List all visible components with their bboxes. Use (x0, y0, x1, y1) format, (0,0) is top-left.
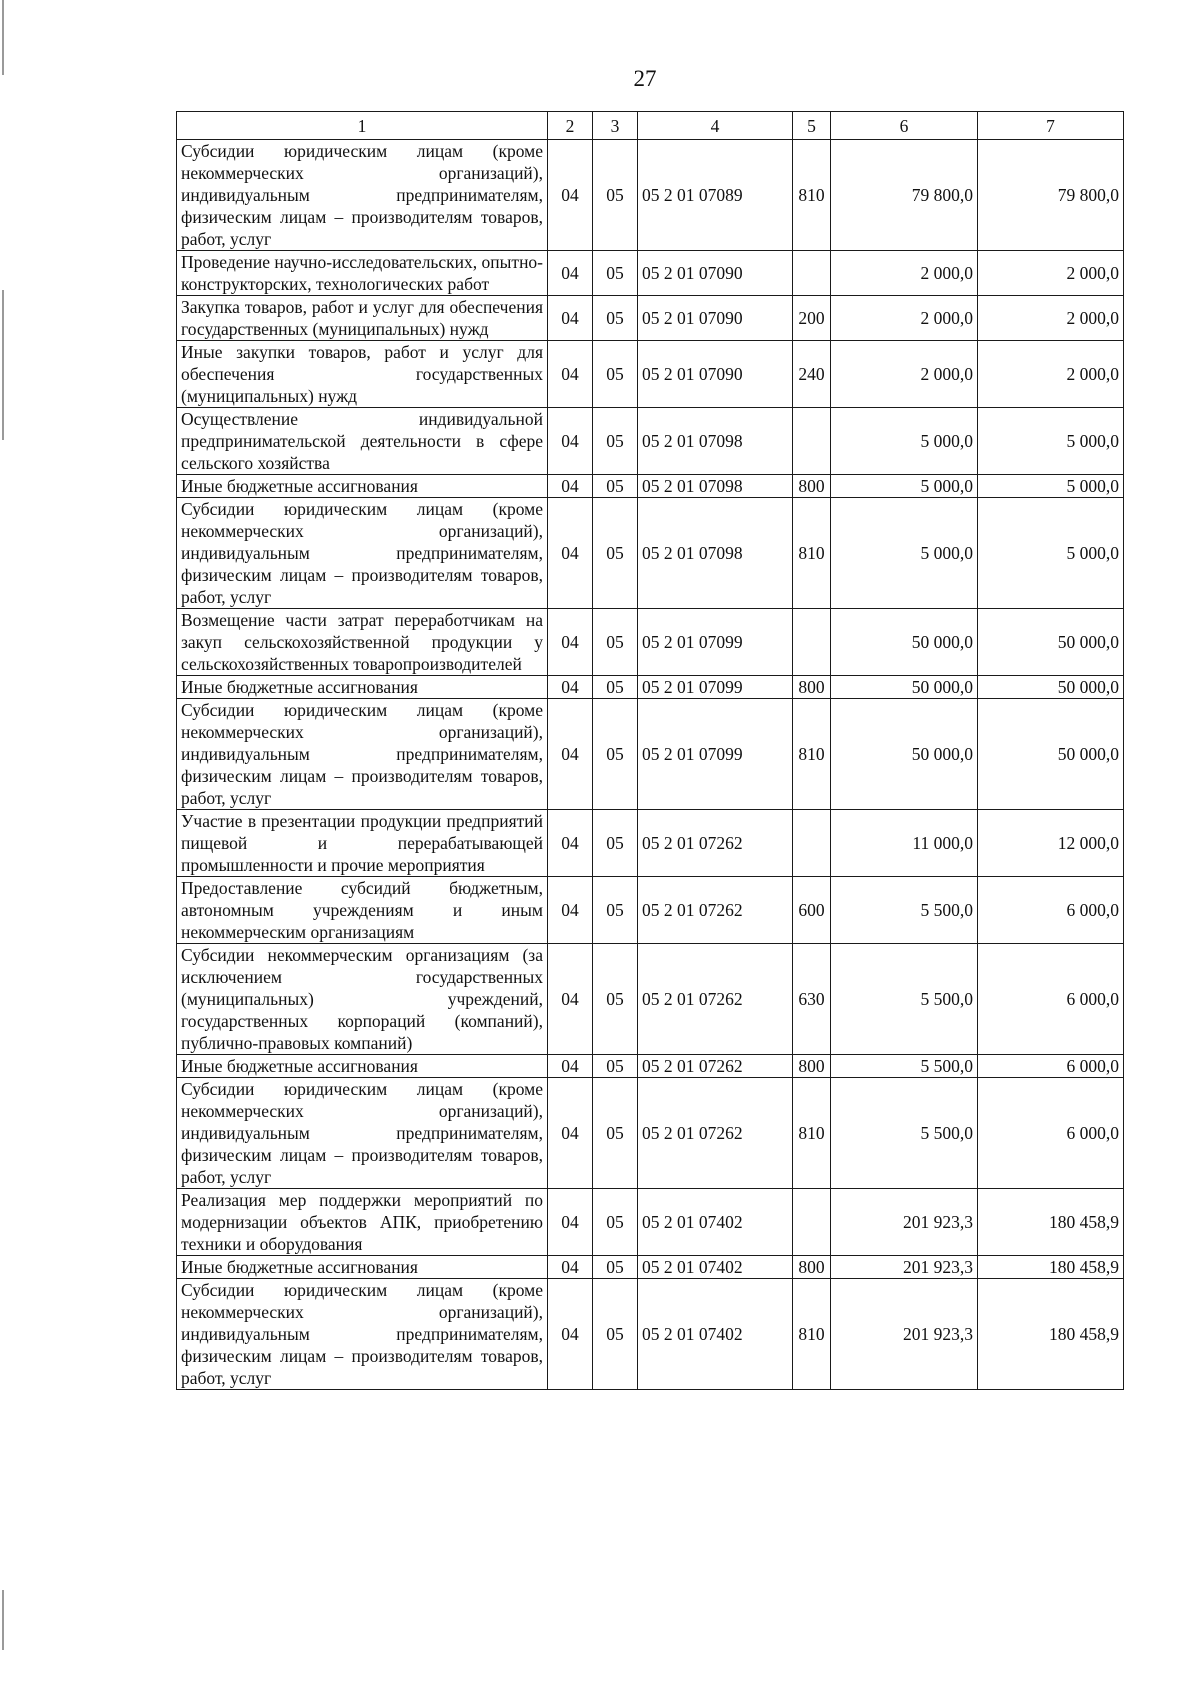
section-code: 04 (548, 944, 593, 1055)
target-code: 05 2 01 07098 (638, 408, 793, 475)
expense-type-code: 800 (793, 676, 831, 699)
section-code: 04 (548, 1078, 593, 1189)
amount-year-1: 50 000,0 (831, 699, 978, 810)
table-row (177, 341, 1124, 408)
section-code: 04 (548, 475, 593, 498)
amount-year-1: 2 000,0 (831, 341, 978, 408)
expense-type-code (793, 1189, 831, 1256)
amount-year-1: 79 800,0 (831, 140, 978, 251)
amount-year-2: 12 000,0 (978, 810, 1124, 877)
expense-name: Субсидии некоммерческим организациям (за исключением государственных (муниципальных) учреждений, государственных корпораций (компаний), публично-правовых компаний) (177, 944, 548, 1055)
section-code: 04 (548, 877, 593, 944)
subsection-code: 05 (593, 877, 638, 944)
target-code: 05 2 01 07090 (638, 341, 793, 408)
expense-type-code: 810 (793, 140, 831, 251)
amount-year-2: 6 000,0 (978, 1055, 1124, 1078)
expense-name: Субсидии юридическим лицам (кроме некоммерческих организаций), индивидуальным предпринимателям, физическим лицам – производителям товаров, работ, услуг (177, 1078, 548, 1189)
target-code: 05 2 01 07089 (638, 140, 793, 251)
amount-year-1: 5 000,0 (831, 408, 978, 475)
expense-name: Возмещение части затрат переработчикам на закуп сельскохозяйственной продукции у сельскохозяйственных товаропроизводителей (177, 609, 548, 676)
target-code: 05 2 01 07402 (638, 1256, 793, 1279)
subsection-code: 05 (593, 475, 638, 498)
expense-type-code: 810 (793, 498, 831, 609)
target-code: 05 2 01 07262 (638, 944, 793, 1055)
budget-table (176, 111, 1124, 1390)
table-row (177, 609, 1124, 676)
target-code: 05 2 01 07262 (638, 810, 793, 877)
amount-year-1: 5 000,0 (831, 475, 978, 498)
expense-type-code: 810 (793, 1078, 831, 1189)
subsection-code: 05 (593, 251, 638, 296)
scan-mark (2, 0, 4, 75)
amount-year-1: 201 923,3 (831, 1279, 978, 1390)
subsection-code: 05 (593, 1055, 638, 1078)
table-row (177, 1055, 1124, 1078)
table-row (177, 408, 1124, 475)
subsection-code: 05 (593, 1256, 638, 1279)
amount-year-2: 180 458,9 (978, 1279, 1124, 1390)
column-header: 1 (177, 112, 548, 140)
amount-year-1: 11 000,0 (831, 810, 978, 877)
expense-name: Участие в презентации продукции предприятий пищевой и перерабатывающей промышленности и прочие мероприятия (177, 810, 548, 877)
section-code: 04 (548, 498, 593, 609)
expense-name: Закупка товаров, работ и услуг для обеспечения государственных (муниципальных) нужд (177, 296, 548, 341)
target-code: 05 2 01 07090 (638, 296, 793, 341)
amount-year-1: 50 000,0 (831, 609, 978, 676)
table-row (177, 251, 1124, 296)
section-code: 04 (548, 676, 593, 699)
target-code: 05 2 01 07262 (638, 1078, 793, 1189)
expense-type-code: 810 (793, 699, 831, 810)
amount-year-2: 180 458,9 (978, 1256, 1124, 1279)
amount-year-2: 6 000,0 (978, 944, 1124, 1055)
table-row (177, 296, 1124, 341)
expense-type-code (793, 810, 831, 877)
section-code: 04 (548, 251, 593, 296)
expense-name: Предоставление субсидий бюджетным, автономным учреждениям и иным некоммерческим организациям (177, 877, 548, 944)
target-code: 05 2 01 07098 (638, 498, 793, 609)
amount-year-1: 201 923,3 (831, 1189, 978, 1256)
amount-year-2: 2 000,0 (978, 251, 1124, 296)
section-code: 04 (548, 1256, 593, 1279)
expense-name: Иные бюджетные ассигнования (177, 475, 548, 498)
target-code: 05 2 01 07098 (638, 475, 793, 498)
table-row (177, 475, 1124, 498)
table-row (177, 1189, 1124, 1256)
table-row (177, 498, 1124, 609)
column-header: 4 (638, 112, 793, 140)
amount-year-1: 2 000,0 (831, 251, 978, 296)
section-code: 04 (548, 810, 593, 877)
expense-name: Реализация мер поддержки мероприятий по модернизации объектов АПК, приобретению техники и оборудования (177, 1189, 548, 1256)
expense-name: Субсидии юридическим лицам (кроме некоммерческих организаций), индивидуальным предпринимателям, физическим лицам – производителям товаров, работ, услуг (177, 498, 548, 609)
subsection-code: 05 (593, 498, 638, 609)
target-code: 05 2 01 07402 (638, 1279, 793, 1390)
scan-mark (2, 290, 4, 440)
table-row (177, 1256, 1124, 1279)
column-header: 3 (593, 112, 638, 140)
table-header-row (177, 112, 1124, 140)
subsection-code: 05 (593, 1189, 638, 1256)
amount-year-1: 50 000,0 (831, 676, 978, 699)
table-row (177, 140, 1124, 251)
amount-year-2: 79 800,0 (978, 140, 1124, 251)
section-code: 04 (548, 699, 593, 810)
target-code: 05 2 01 07099 (638, 699, 793, 810)
expense-type-code: 800 (793, 1256, 831, 1279)
amount-year-2: 2 000,0 (978, 341, 1124, 408)
expense-type-code (793, 609, 831, 676)
amount-year-2: 2 000,0 (978, 296, 1124, 341)
table-row (177, 699, 1124, 810)
table-body (177, 140, 1124, 1390)
subsection-code: 05 (593, 341, 638, 408)
amount-year-2: 5 000,0 (978, 475, 1124, 498)
expense-type-code: 200 (793, 296, 831, 341)
target-code: 05 2 01 07262 (638, 1055, 793, 1078)
amount-year-2: 50 000,0 (978, 699, 1124, 810)
expense-type-code: 240 (793, 341, 831, 408)
section-code: 04 (548, 408, 593, 475)
expense-type-code: 600 (793, 877, 831, 944)
target-code: 05 2 01 07090 (638, 251, 793, 296)
amount-year-1: 5 500,0 (831, 944, 978, 1055)
expense-name: Иные закупки товаров, работ и услуг для обеспечения государственных (муниципальных) нужд (177, 341, 548, 408)
expense-type-code: 800 (793, 1055, 831, 1078)
amount-year-1: 5 000,0 (831, 498, 978, 609)
expense-name: Субсидии юридическим лицам (кроме некоммерческих организаций), индивидуальным предпринимателям, физическим лицам – производителям товаров, работ, услуг (177, 1279, 548, 1390)
expense-name: Субсидии юридическим лицам (кроме некоммерческих организаций), индивидуальным предпринимателям, физическим лицам – производителям товаров, работ, услуг (177, 699, 548, 810)
column-header: 6 (831, 112, 978, 140)
amount-year-2: 180 458,9 (978, 1189, 1124, 1256)
expense-name: Проведение научно-исследовательских, опытно-конструкторских, технологических работ (177, 251, 548, 296)
table-row (177, 1078, 1124, 1189)
amount-year-2: 50 000,0 (978, 676, 1124, 699)
section-code: 04 (548, 609, 593, 676)
expense-name: Осуществление индивидуальной предпринимательской деятельности в сфере сельского хозяйства (177, 408, 548, 475)
amount-year-1: 5 500,0 (831, 1078, 978, 1189)
target-code: 05 2 01 07099 (638, 676, 793, 699)
amount-year-2: 50 000,0 (978, 609, 1124, 676)
amount-year-2: 5 000,0 (978, 498, 1124, 609)
expense-type-code: 800 (793, 475, 831, 498)
column-header: 5 (793, 112, 831, 140)
page-number: 27 (633, 66, 657, 91)
expense-type-code (793, 408, 831, 475)
section-code: 04 (548, 341, 593, 408)
section-code: 04 (548, 1279, 593, 1390)
table-row (177, 810, 1124, 877)
section-code: 04 (548, 1189, 593, 1256)
subsection-code: 05 (593, 1078, 638, 1189)
section-code: 04 (548, 1055, 593, 1078)
expense-name: Иные бюджетные ассигнования (177, 1055, 548, 1078)
subsection-code: 05 (593, 296, 638, 341)
subsection-code: 05 (593, 1279, 638, 1390)
subsection-code: 05 (593, 944, 638, 1055)
subsection-code: 05 (593, 810, 638, 877)
scan-mark (2, 1590, 4, 1650)
section-code: 04 (548, 140, 593, 251)
table-row (177, 877, 1124, 944)
subsection-code: 05 (593, 408, 638, 475)
expense-name: Субсидии юридическим лицам (кроме некоммерческих организаций), индивидуальным предпринимателям, физическим лицам – производителям товаров, работ, услуг (177, 140, 548, 251)
target-code: 05 2 01 07099 (638, 609, 793, 676)
target-code: 05 2 01 07262 (638, 877, 793, 944)
expense-name: Иные бюджетные ассигнования (177, 676, 548, 699)
expense-name: Иные бюджетные ассигнования (177, 1256, 548, 1279)
amount-year-2: 6 000,0 (978, 1078, 1124, 1189)
expense-type-code: 630 (793, 944, 831, 1055)
amount-year-1: 201 923,3 (831, 1256, 978, 1279)
amount-year-1: 2 000,0 (831, 296, 978, 341)
subsection-code: 05 (593, 140, 638, 251)
table-row (177, 944, 1124, 1055)
section-code: 04 (548, 296, 593, 341)
subsection-code: 05 (593, 676, 638, 699)
amount-year-2: 5 000,0 (978, 408, 1124, 475)
amount-year-2: 6 000,0 (978, 877, 1124, 944)
subsection-code: 05 (593, 609, 638, 676)
expense-type-code: 810 (793, 1279, 831, 1390)
subsection-code: 05 (593, 699, 638, 810)
amount-year-1: 5 500,0 (831, 877, 978, 944)
table-row (177, 676, 1124, 699)
table-row (177, 1279, 1124, 1390)
expense-type-code (793, 251, 831, 296)
target-code: 05 2 01 07402 (638, 1189, 793, 1256)
column-header: 7 (978, 112, 1124, 140)
amount-year-1: 5 500,0 (831, 1055, 978, 1078)
column-header: 2 (548, 112, 593, 140)
